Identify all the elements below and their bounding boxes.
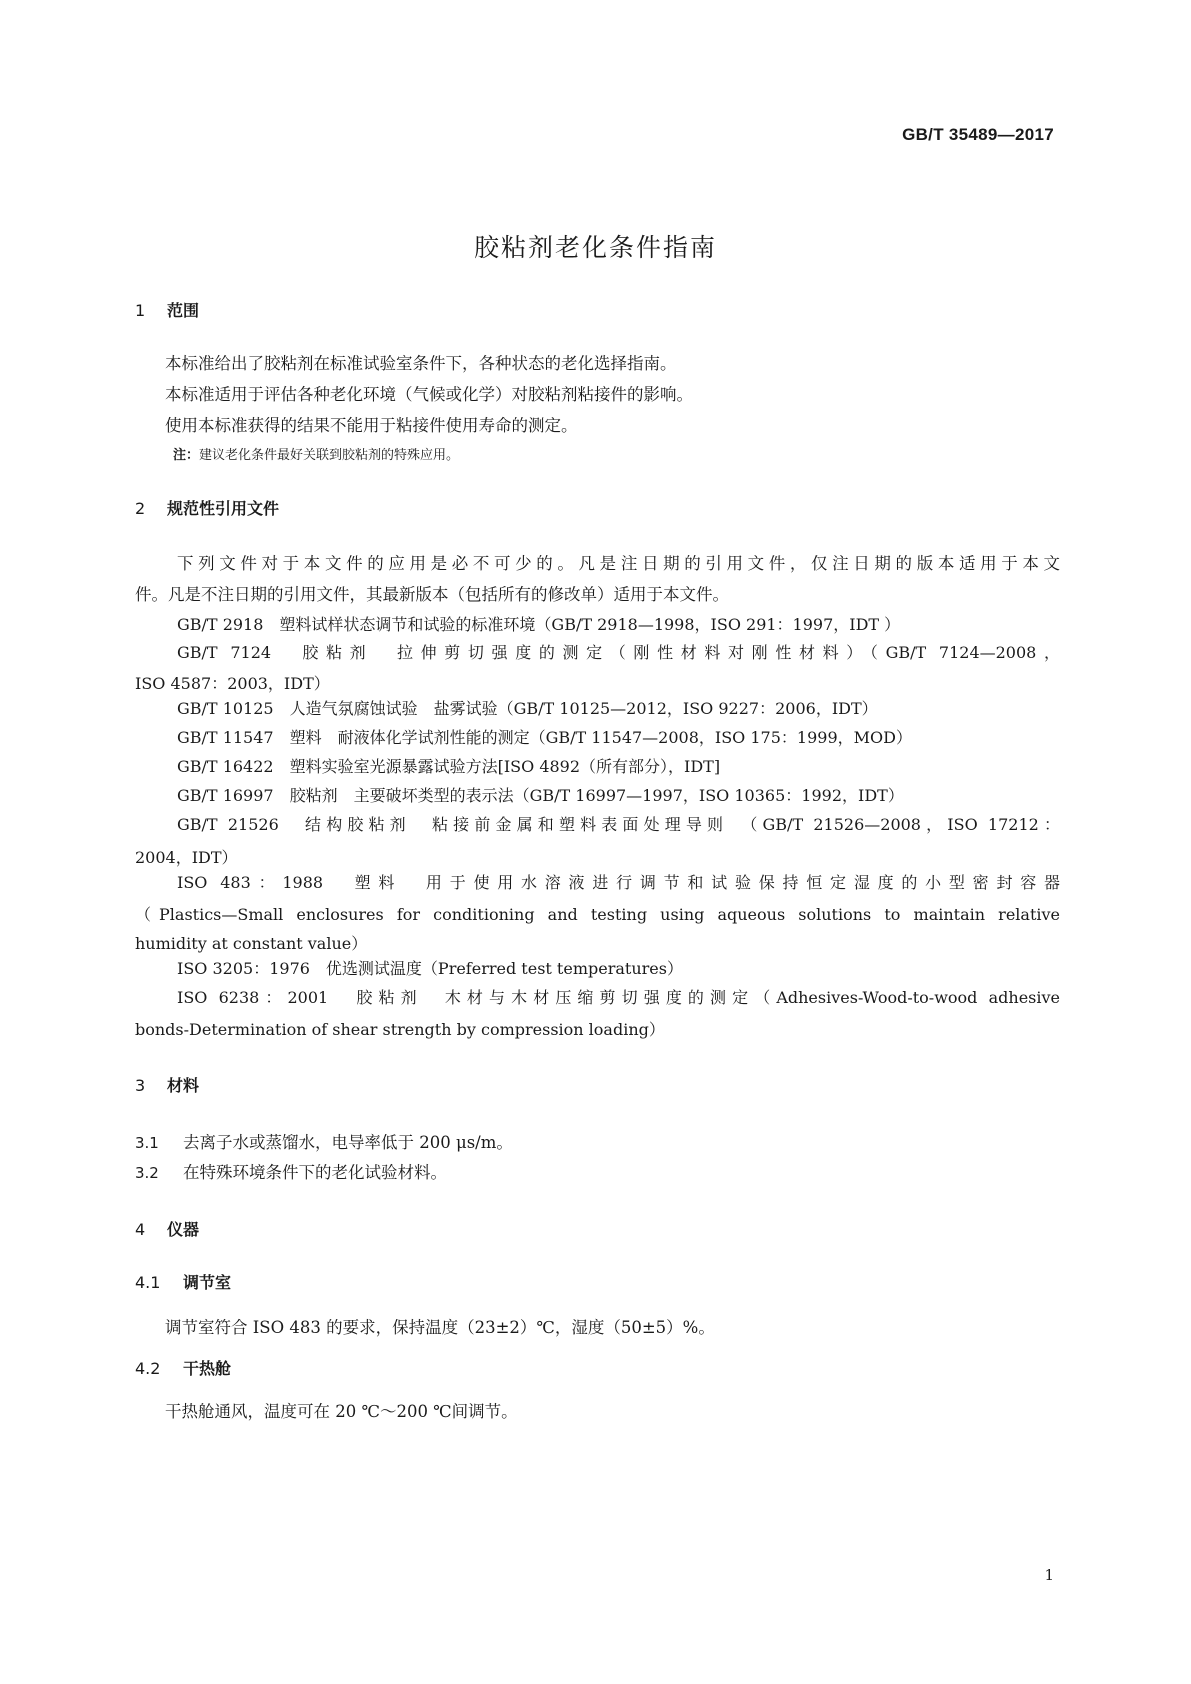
reference-item: GB/T 11547 塑料 耐液体化学试剂性能的测定（GB/T 11547—2008，ISO 175：1999，MOD）	[177, 728, 912, 747]
subsection-number: 4.2	[135, 1359, 161, 1378]
section-number: 3	[135, 1076, 146, 1095]
section-title: 规范性引用文件	[167, 499, 280, 518]
reference-item: ISO 6238：2001 胶粘剂 木材与木材压缩剪切强度的测定（Adhesives-Wood-to-wood adhesive	[177, 988, 1060, 1007]
reference-continuation: bonds-Determination of shear strength by compression loading）	[135, 1020, 665, 1039]
paragraph: 本标准适用于评估各种老化环境（气候或化学）对胶粘剂粘接件的影响。	[165, 385, 693, 404]
subsection-4-2-heading	[135, 1356, 231, 1379]
note	[173, 444, 459, 463]
reference-item: GB/T 16422 塑料实验室光源暴露试验方法[ISO 4892（所有部分），IDT]	[177, 757, 721, 776]
reference-continuation: ISO 4587：2003，IDT）	[135, 674, 330, 693]
paragraph-line: 件。凡是不注日期的引用文件，其最新版本（包括所有的修改单）适用于本文件。	[135, 585, 729, 604]
paragraph-line: 下列文件对于本文件的应用是必不可少的。凡是注日期的引用文件，仅注日期的版本适用于本文	[177, 554, 1060, 573]
section-number: 4	[135, 1220, 146, 1239]
item-number: 3.1	[135, 1134, 159, 1152]
standard-code: GB/T 35489—2017	[902, 125, 1054, 144]
section-number: 2	[135, 499, 146, 518]
item-number: 3.2	[135, 1164, 159, 1182]
document-title: 胶粘剂老化条件指南	[473, 233, 717, 262]
item-text: 在特殊环境条件下的老化试验材料。	[183, 1163, 447, 1182]
subsection-4-1-heading	[135, 1270, 231, 1293]
note-text: 建议老化条件最好关联到胶粘剂的特殊应用。	[199, 448, 460, 463]
section-1-heading	[135, 298, 199, 321]
paragraph: 本标准给出了胶粘剂在标准试验室条件下，各种状态的老化选择指南。	[165, 354, 677, 373]
reference-continuation: 2004，IDT）	[135, 848, 238, 867]
reference-continuation: humidity at constant value）	[135, 934, 368, 953]
list-item	[135, 1159, 447, 1183]
section-number: 1	[135, 301, 146, 320]
paragraph: 使用本标准获得的结果不能用于粘接件使用寿命的测定。	[165, 416, 578, 435]
list-item	[135, 1129, 513, 1153]
subsection-number: 4.1	[135, 1273, 161, 1292]
subsection-title: 干热舱	[183, 1359, 232, 1378]
reference-item: ISO 3205：1976 优选测试温度（Preferred test temperatures）	[177, 959, 683, 978]
subsection-title: 调节室	[183, 1273, 232, 1292]
reference-continuation: （Plastics—Small enclosures for conditioning and testing using aqueous solutions to maintain relative	[135, 905, 1061, 924]
section-4-heading	[135, 1217, 199, 1240]
reference-item: GB/T 16997 胶粘剂 主要破坏类型的表示法（GB/T 16997—1997，ISO 10365：1992，IDT）	[177, 786, 904, 805]
item-text: 去离子水或蒸馏水，电导率低于 200 μs/m。	[183, 1133, 513, 1152]
note-label: 注：	[173, 448, 200, 463]
reference-item: GB/T 2918 塑料试样状态调节和试验的标准环境（GB/T 2918—1998，ISO 291：1997，IDT ）	[177, 615, 901, 634]
section-title: 仪器	[167, 1220, 200, 1239]
paragraph: 干热舱通风，温度可在 20 ℃～200 ℃间调节。	[165, 1402, 518, 1421]
section-2-heading	[135, 496, 279, 519]
reference-item: GB/T 7124 胶粘剂 拉伸剪切强度的测定（刚性材料对刚性材料）（GB/T 7124—2008，	[177, 643, 1060, 662]
section-3-heading	[135, 1073, 199, 1096]
reference-item: GB/T 10125 人造气氛腐蚀试验 盐雾试验（GB/T 10125—2012，ISO 9227：2006，IDT）	[177, 699, 878, 718]
reference-item: ISO 483：1988 塑料 用于使用水溶液进行调节和试验保持恒定湿度的小型密封容器	[177, 873, 1060, 892]
section-title: 材料	[167, 1076, 200, 1095]
section-title: 范围	[167, 301, 200, 320]
page-number: 1	[1044, 1566, 1054, 1584]
paragraph: 调节室符合 ISO 483 的要求，保持温度（23±2）℃，湿度（50±5）%。	[165, 1318, 715, 1337]
reference-item: GB/T 21526 结构胶粘剂 粘接前金属和塑料表面处理导则 （GB/T 21526—2008，ISO 17212：	[177, 815, 1060, 834]
